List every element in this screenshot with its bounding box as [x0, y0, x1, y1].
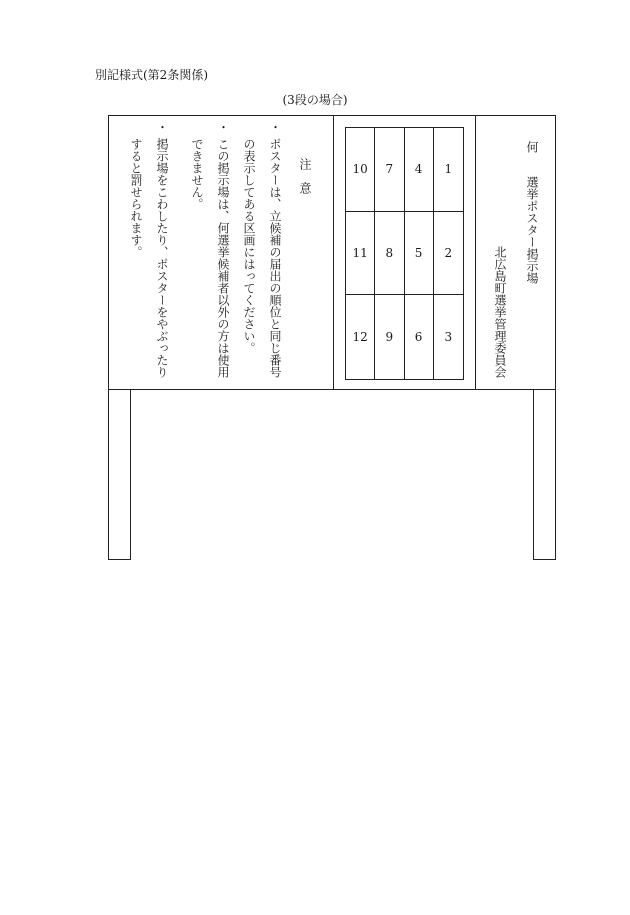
section-divider-left	[333, 116, 334, 389]
notice-bullet-2: ・	[216, 121, 230, 133]
notice-item-1-line-2: の表示してある区画にはってください。	[242, 138, 256, 354]
board-post-left	[108, 390, 131, 560]
notice-item-3-line-1: 掲示場をこわしたり、ポスターをやぶったり	[155, 138, 169, 378]
grid-cell: 1	[434, 128, 463, 212]
grid-cell: 3	[444, 330, 453, 345]
grid-cell: 12	[346, 295, 375, 379]
poster-number-grid	[345, 127, 464, 380]
section-divider-right	[475, 116, 476, 389]
poster-board	[108, 115, 556, 390]
grid-cell: 9	[375, 295, 404, 379]
grid-cell: 5	[405, 212, 434, 296]
board-post-right	[533, 390, 556, 560]
notice-item-2-line-1: この掲示場は、何選挙候補者以外の方は使用	[216, 138, 230, 378]
form-subtitle: (3段の場合)	[282, 93, 348, 107]
grid-cell: 8	[375, 212, 404, 296]
notice-bullet-1: ・	[268, 121, 282, 133]
notice-bullet-3: ・	[155, 121, 169, 133]
notice-item-3-line-2: すると罰せられます。	[129, 138, 143, 258]
grid-cell: 10	[346, 128, 375, 212]
notice-item-2-line-2: できません。	[190, 138, 204, 210]
grid-cell: 2	[434, 212, 463, 296]
board-organization: 北広島町選挙管理委員会	[493, 246, 507, 378]
notice-item-1-line-1: ポスターは、立候補の届出の順位と同じ番号	[268, 138, 282, 378]
grid-cell: 4	[405, 128, 434, 212]
grid-cell: 6	[405, 295, 434, 379]
notice-heading: 注 意	[298, 158, 312, 194]
form-label: 別記様式(第2条関係)	[95, 68, 208, 82]
grid-cell: 11	[346, 212, 375, 296]
board-title: 選挙ポスター掲示場	[525, 176, 539, 284]
grid-cell: 7	[375, 128, 404, 212]
board-title-prefix: 何	[525, 141, 539, 153]
